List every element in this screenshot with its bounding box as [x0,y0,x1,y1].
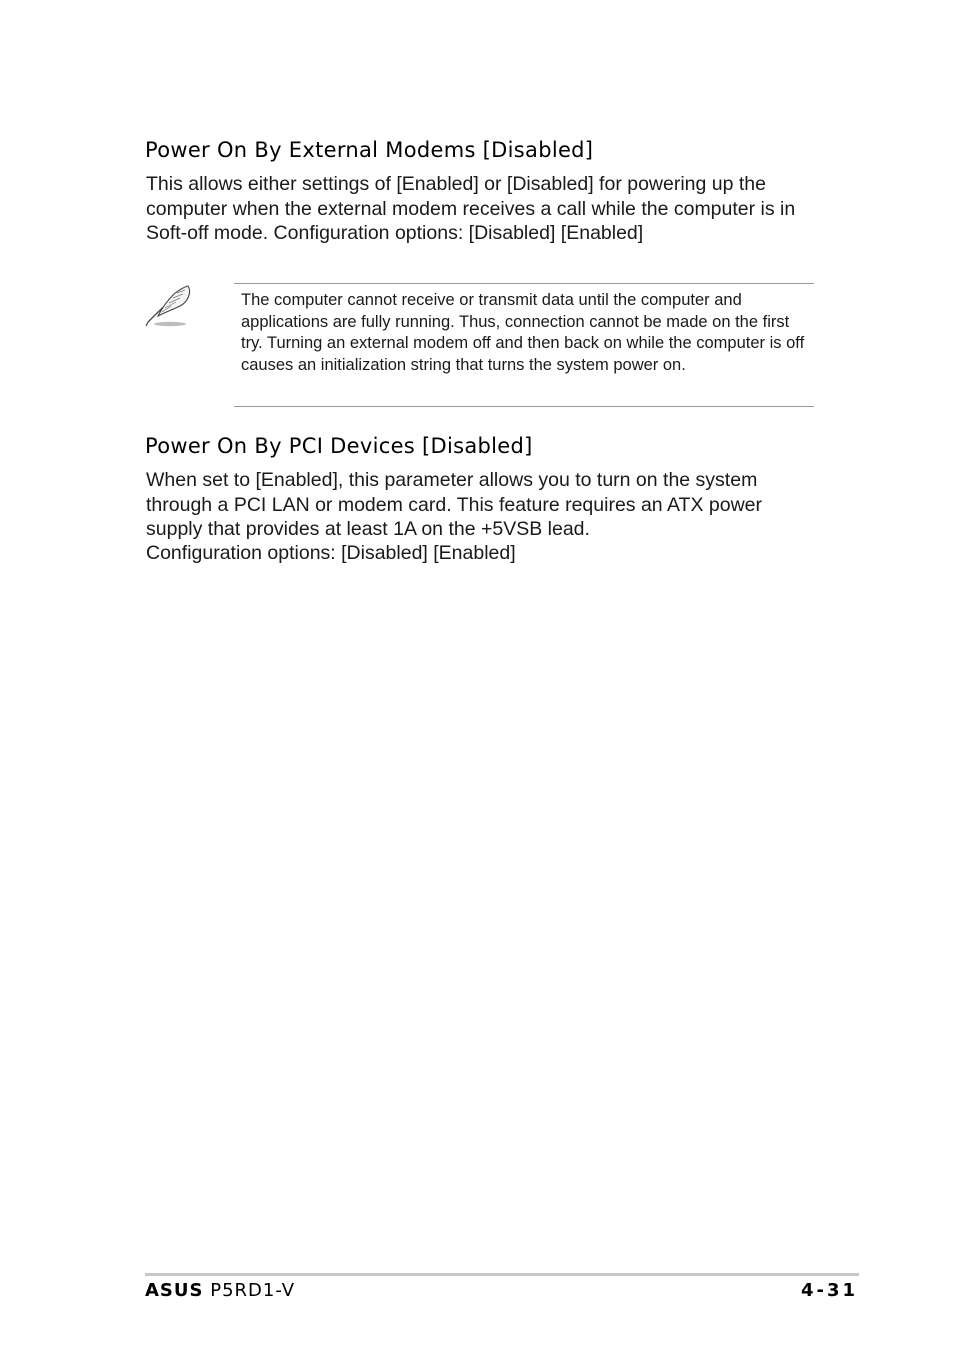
footer-product-name [145,1280,295,1301]
section-heading-pci-devices: Power On By PCI Devices [Disabled] [145,434,533,458]
page-number: 4-31 [800,1280,858,1301]
section-config-options-pci-devices: Configuration options: [Disabled] [Enabled] [146,542,516,564]
section-body-pci-devices: When set to [Enabled], this parameter allows you to turn on the system through a PCI LAN or modem card. This feature requires an ATX power supply that provides at least 1A on the +5VSB lead. [146,469,762,540]
note-bottom-rule [234,406,814,407]
footer-model: P5RD1-V [210,1280,296,1301]
section-heading-external-modems: Power On By External Modems [Disabled] [145,138,594,162]
section-body-external-modems: This allows either settings of [Enabled] or [Disabled] for powering up the computer when the external modem receives a call while the computer is in Soft-off mode. Configuration options: [Disabled] [Enabled] [146,173,796,244]
note-text: The computer cannot receive or transmit data until the computer and applications are fully running. Thus, connection cannot be made on the first try. Turning an external modem off and then back on while the computer is off causes an initialization string that turns the system power on. [241,291,805,374]
feather-pen-icon [144,282,196,328]
footer-brand: ASUS [145,1280,204,1301]
note-top-rule [234,283,814,284]
footer-rule [145,1273,859,1276]
